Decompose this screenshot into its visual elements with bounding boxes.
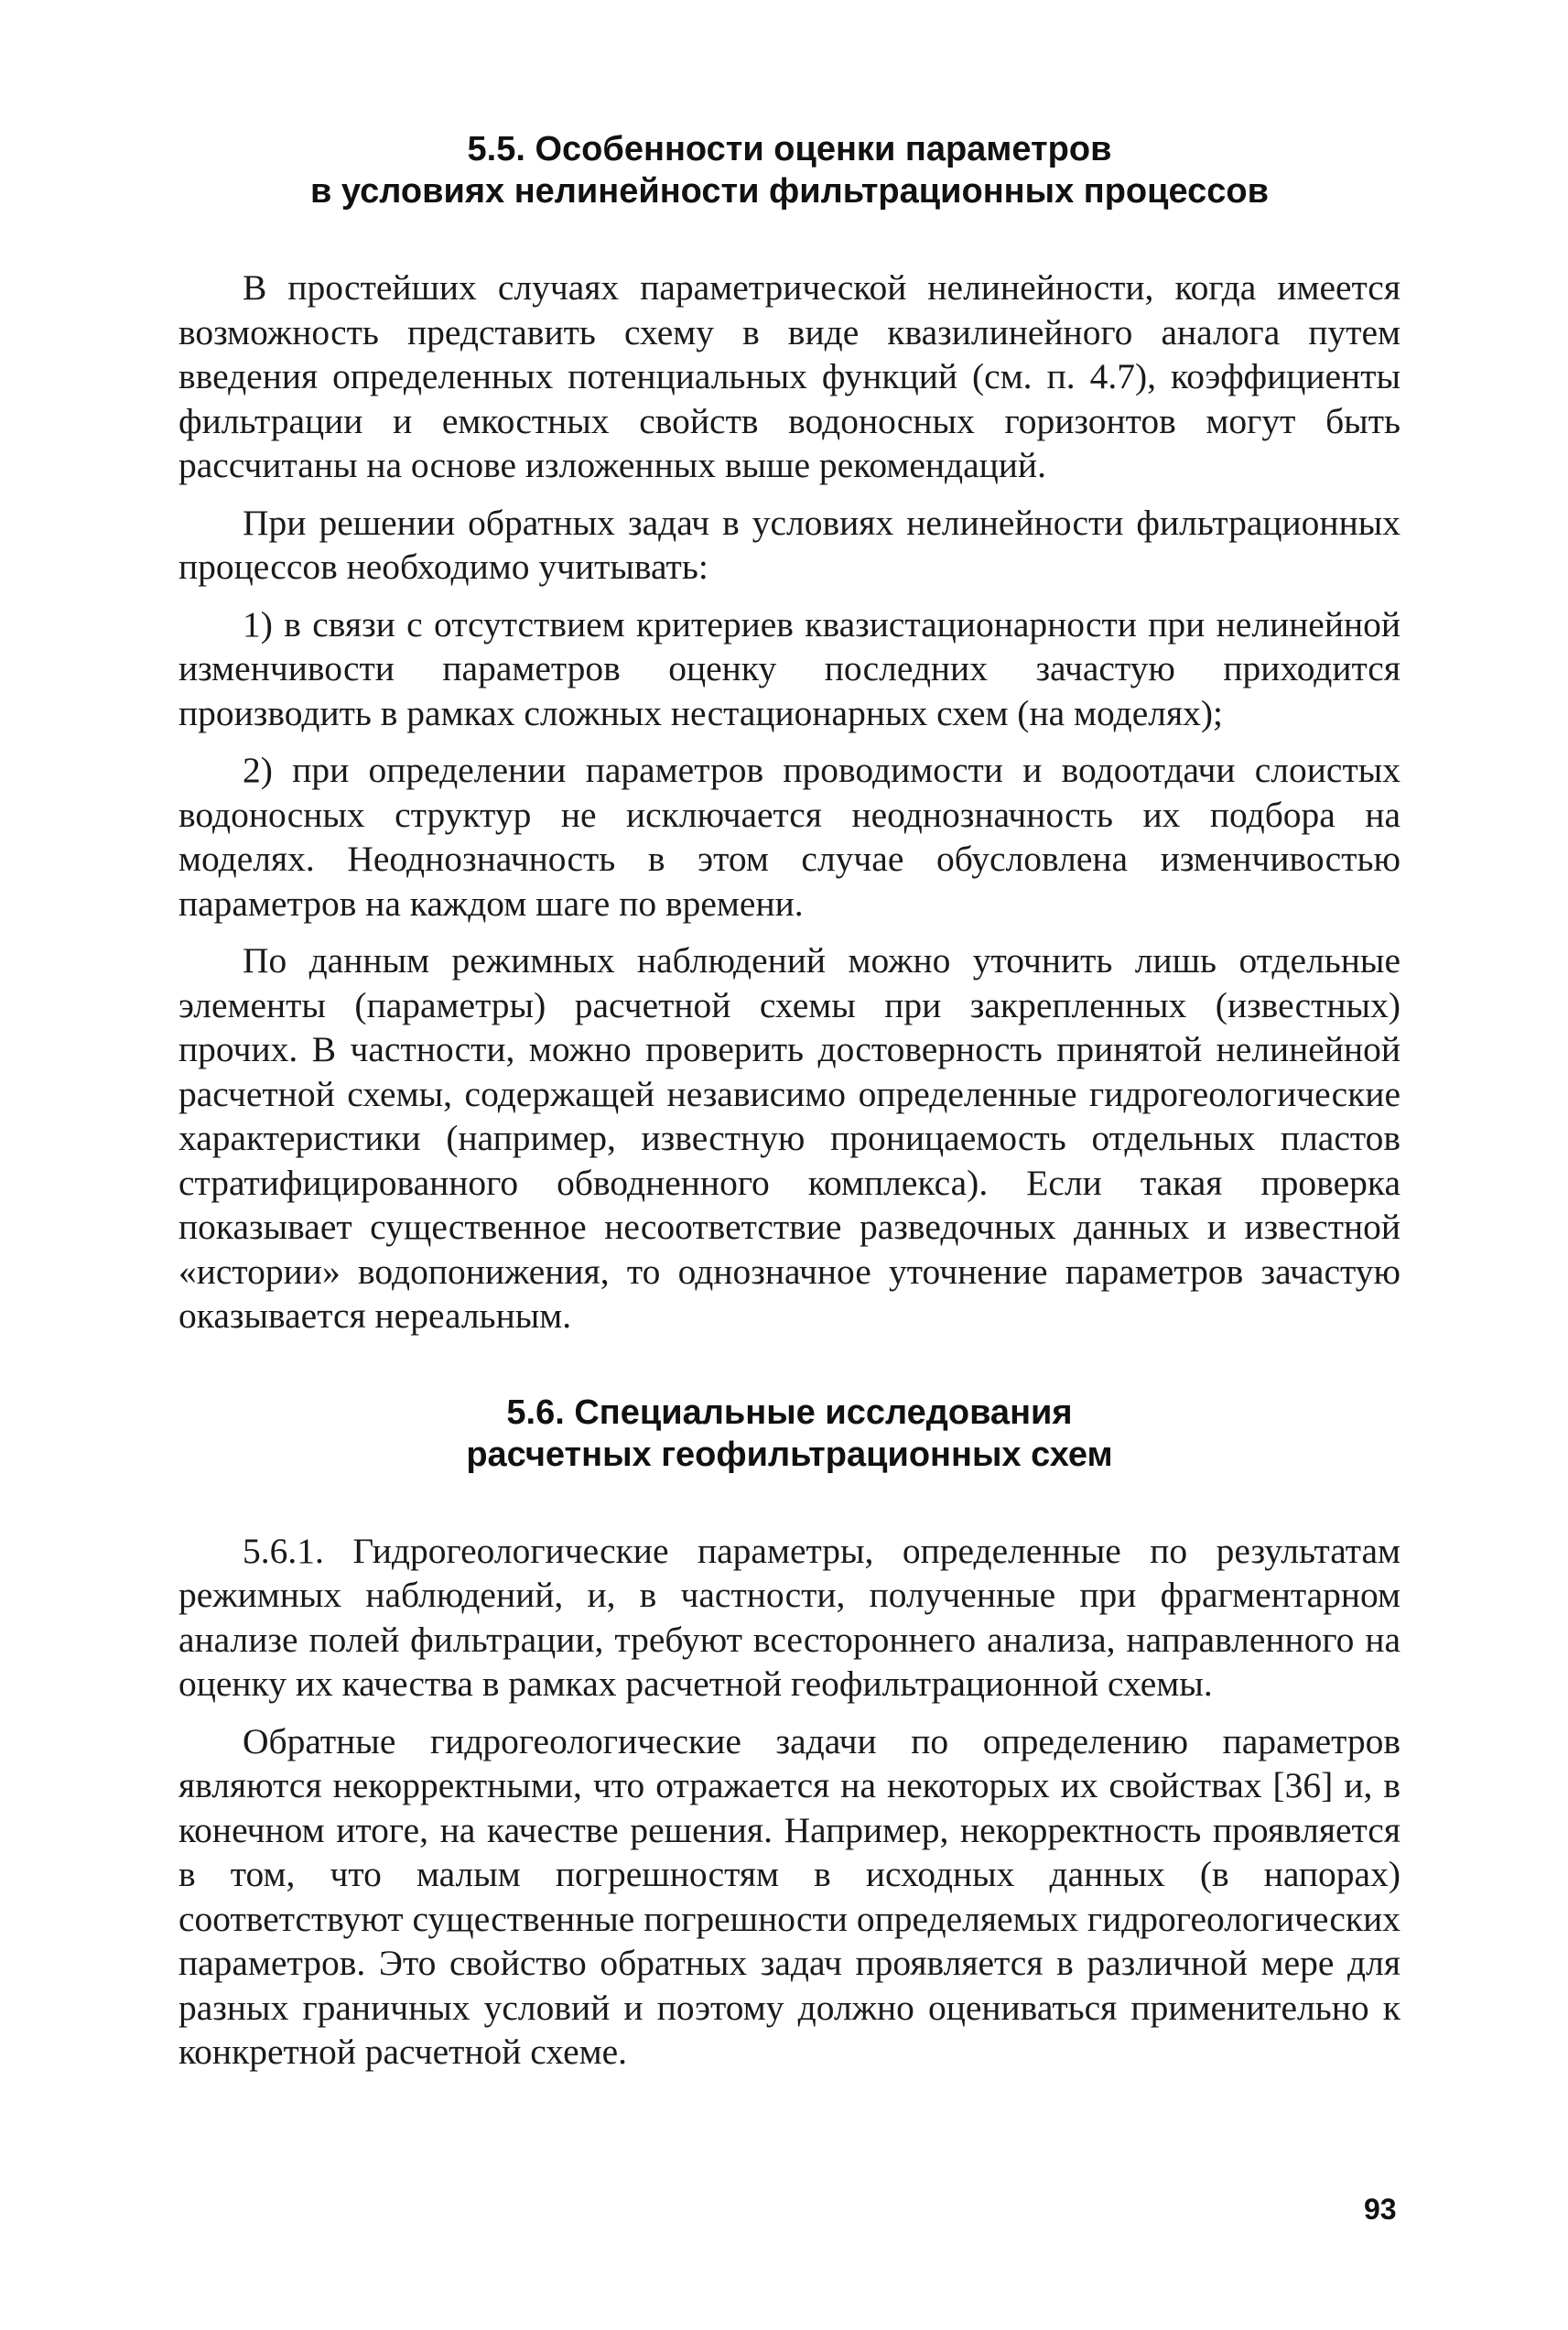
- paragraph: По данным режимных наблюдений можно уточнить лишь отдельные элементы (параметры) расчетной схемы при закрепленных (известных) прочих. В частности, можно проверить достоверность принятой нелинейной расчетной схемы, содержащей независимо определенные гидрогеологические характеристики (например, известную проницаемость отдельных пластов стратифицированного обводненного комплекса). Если такая проверка показывает существенное несоответствие разведочных данных и известной «истории» водопонижения, то однозначное уточнение параметров зачастую оказывается нереальным.: [178, 940, 1400, 1336]
- section-5-6-title-line1: 5.6. Специальные исследования: [506, 1393, 1073, 1432]
- paragraph: 5.6.1. Гидрогеологические параметры, определенные по результатам режимных наблюдений, и, в частности, полученные при фрагментарном анализе полей фильтрации, требуют всестороннего анализа, направленного на оценку их качества в рамках расчетной геофильтрационной схемы.: [178, 1530, 1400, 1704]
- paragraph: В простейших случаях параметрической нелинейности, когда имеется возможность представить схему в виде квазилинейного аналога путем введения определенных потенциальных функций (см. п. 4.7), коэффициенты фильтрации и емкостных свойств водоносных горизонтов могут быть рассчитаны на основе изложенных выше рекомендаций.: [178, 267, 1400, 485]
- list-item-2: 2) при определении параметров проводимости и водоотдачи слоистых водоносных структур не исключается неоднозначность их подбора на моделях. Неоднозначность в этом случае обусловлена изменчивостью параметров на каждом шаге по времени.: [178, 750, 1400, 924]
- paragraph: При решении обратных задач в условиях нелинейности фильтрационных процессов необходимо учитывать:: [178, 502, 1400, 587]
- section-5-6-title-line2: расчетных геофильтрационных схем: [466, 1435, 1113, 1474]
- page-number: 93: [1364, 2193, 1397, 2226]
- section-5-5-heading: [178, 128, 1400, 212]
- page-content: [178, 128, 1400, 2075]
- section-5-5-title-line2: в условиях нелинейности фильтрационных процессов: [310, 172, 1269, 211]
- paragraph: Обратные гидрогеологические задачи по определению параметров являются некорректными, что отражается на некоторых их свойствах [36] и, в конечном итоге, на качестве решения. Например, некорректность проявляется в том, что малым погрешностям в исходных данных (в напорах) соответствуют существенные погрешности определяемых гидрогеологических параметров. Это свойство обратных задач проявляется в различной мере для разных граничных условий и поэтому должно оцениваться применительно к конкретной расчетной схеме.: [178, 1720, 1400, 2072]
- list-item-1: 1) в связи с отсутствием критериев квазистационарности при нелинейной изменчивости параметров оценку последних зачастую приходится производить в рамках сложных нестационарных схем (на моделях);: [178, 603, 1400, 733]
- section-5-5-title-line1: 5.5. Особенности оценки параметров: [467, 130, 1112, 168]
- section-5-6-heading: [178, 1392, 1400, 1476]
